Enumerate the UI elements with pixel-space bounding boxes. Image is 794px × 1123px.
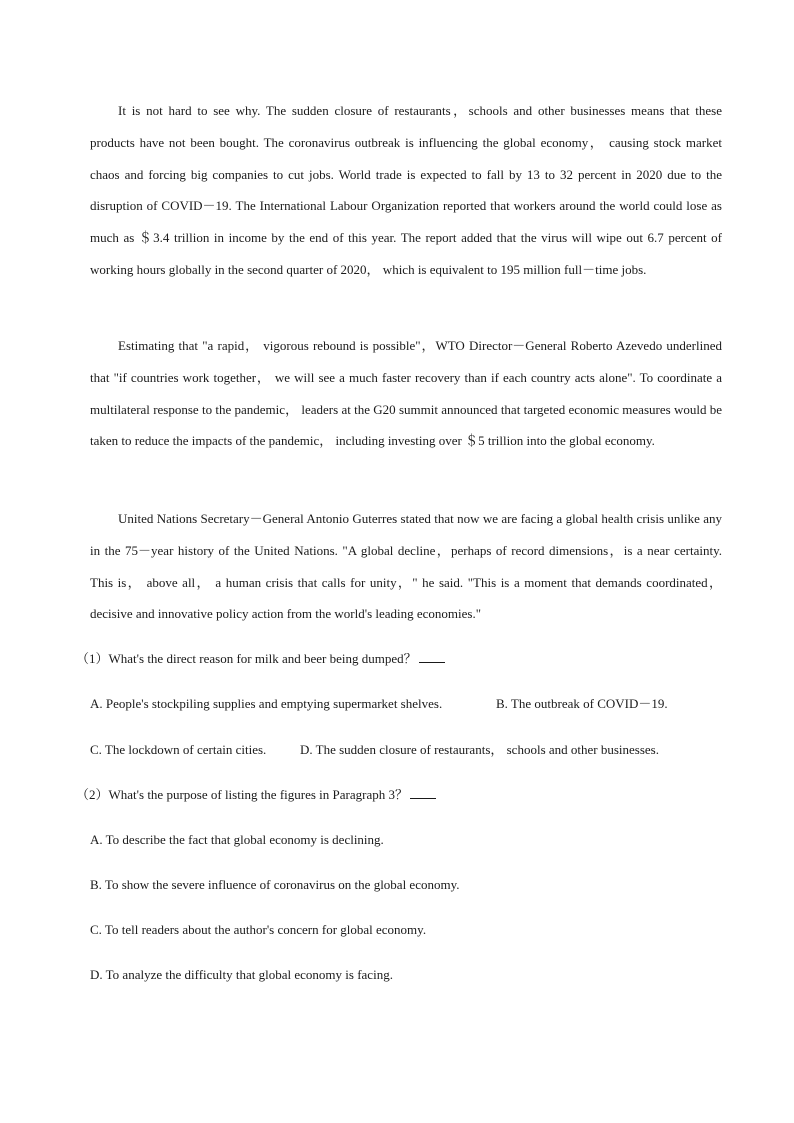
question-2-option-a[interactable]: A. To describe the fact that global economy is declining.: [90, 832, 384, 847]
question-1-answer-blank[interactable]: [419, 650, 445, 663]
question-2-stem: What's the purpose of listing the figures in Paragraph 3？: [108, 787, 408, 802]
passage-paragraph-3: United Nations Secretary－General Antonio Guterres stated that now we are facing a global health crisis unlike any in the 75－year history of the United Nations. "A global decline，perhaps of record dimensions，is a near certainty. This is， above all， a human crisis that calls for unity，" he said. "This is a moment that demands coordinated，decisive and innovative policy action from the world's leading economies.": [90, 511, 722, 622]
question-2: [76, 786, 436, 804]
question-1: [76, 650, 445, 668]
question-2-option-d[interactable]: D. To analyze the difficulty that global economy is facing.: [90, 967, 393, 982]
question-2-option-c[interactable]: C. To tell readers about the author's concern for global economy.: [90, 922, 427, 937]
question-1-stem: What's the direct reason for milk and beer being dumped？: [108, 651, 417, 666]
question-2-option-b[interactable]: B. To show the severe influence of coronavirus on the global economy.: [90, 877, 460, 892]
passage-paragraph-1: It is not hard to see why. The sudden closure of restaurants，schools and other businesses means that these products have not been bought. The coronavirus outbreak is influencing the global economy， causing stock market chaos and forcing big companies to cut jobs. World trade is expected to fall by 13 to 32 percent in 2020 due to the disruption of COVID－19. The International Labour Organization reported that workers around the world could lose as much as ＄3.4 trillion in income by the end of this year. The report added that the virus will wipe out 6.7 percent of working hours globally in the second quarter of 2020， which is equivalent to 195 million full－time jobs.: [90, 103, 722, 277]
passage-paragraph-2: Estimating that "a rapid， vigorous rebound is possible"，WTO Director－General Roberto Azevedo underlined that "if countries work together， we will see a much faster recovery than if each country acts alone". To coordinate a multilateral response to the pandemic， leaders at the G20 summit announced that targeted economic measures would be taken to reduce the impacts of the pandemic， including investing over ＄5 trillion into the global economy.: [90, 338, 722, 449]
question-2-number: （2）: [76, 787, 109, 802]
question-1-option-b[interactable]: B. The outbreak of COVID－19.: [496, 696, 668, 711]
question-1-option-d[interactable]: D. The sudden closure of restaurants， schools and other businesses.: [300, 742, 659, 757]
question-1-option-a[interactable]: A. People's stockpiling supplies and emptying supermarket shelves.: [90, 696, 443, 711]
question-1-number: （1）: [76, 651, 109, 666]
question-1-option-c[interactable]: C. The lockdown of certain cities.: [90, 742, 267, 757]
question-2-answer-blank[interactable]: [410, 786, 436, 799]
